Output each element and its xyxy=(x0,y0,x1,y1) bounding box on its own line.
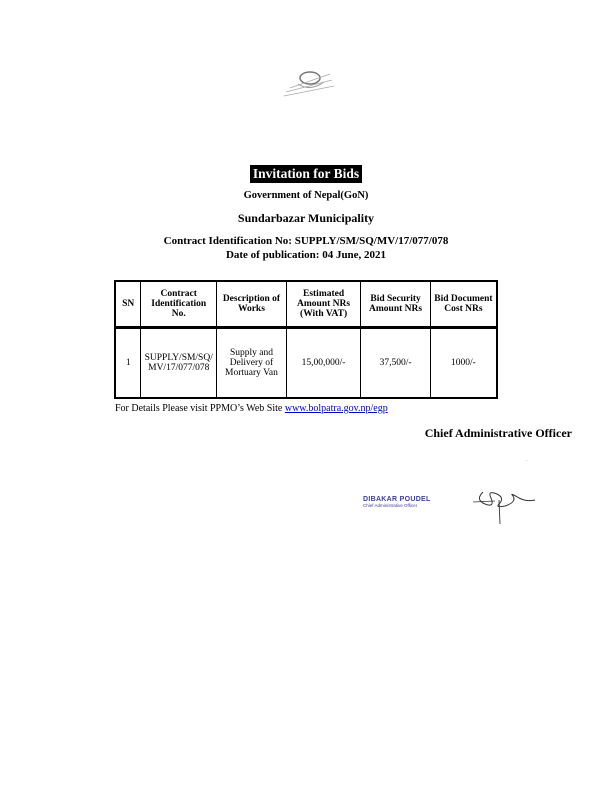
cell-contract-id: SUPPLY/SM/SQ/MV/17/077/078 xyxy=(141,327,217,398)
header-sn: SN xyxy=(115,281,141,327)
details-note xyxy=(115,403,388,414)
cell-sn: 1 xyxy=(115,327,141,398)
cell-estimated-amount: 15,00,000/- xyxy=(286,327,361,398)
details-text: For Details Please visit PPMO’s Web Site xyxy=(115,403,285,414)
name-stamp xyxy=(363,496,431,508)
table-row xyxy=(115,327,497,398)
header-description: Description of Works xyxy=(217,281,287,327)
handwritten-signature xyxy=(465,478,545,526)
bids-table xyxy=(114,280,498,399)
municipality-seal xyxy=(250,40,350,120)
mark-dot: · xyxy=(526,459,528,464)
cell-description: Supply and Delivery of Mortuary Van xyxy=(217,327,287,398)
header-document-cost: Bid Document Cost NRs xyxy=(430,281,497,327)
publication-date: Date of publication: 04 June, 2021 xyxy=(225,249,387,261)
header-estimated-amount: Estimated Amount NRs (With VAT) xyxy=(286,281,361,327)
cell-document-cost: 1000/- xyxy=(430,327,497,398)
officer-title: Chief Administrative Officer xyxy=(424,426,572,440)
header-contract-id: Contract Identification No. xyxy=(141,281,217,327)
municipality-name: Sundarbazar Municipality xyxy=(237,211,375,225)
government-name: Government of Nepal(GoN) xyxy=(243,190,369,201)
header-bid-security: Bid Security Amount NRs xyxy=(361,281,430,327)
contract-identification: Contract Identification No: SUPPLY/SM/SQ/MV/17/077/078 xyxy=(163,235,449,247)
website-link[interactable]: www.bolpatra.gov.np/egp xyxy=(284,403,388,414)
notice-title: Invitation for Bids xyxy=(250,165,362,183)
stamp-name: DIBAKAR POUDEL xyxy=(363,496,431,503)
cell-bid-security: 37,500/- xyxy=(361,327,430,398)
stamp-role: Chief Administrative Officer xyxy=(363,503,418,508)
table-header-row xyxy=(115,281,497,327)
